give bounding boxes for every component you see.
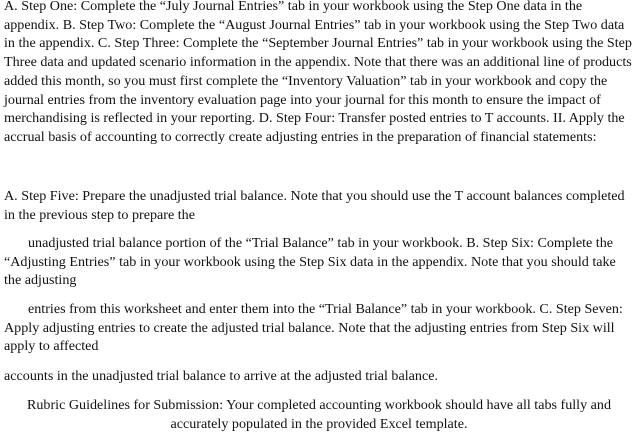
paragraph-step-five: A. Step Five: Prepare the unadjusted trial balance. Note that you should use the T account balances completed in the previous step to prepare the	[4, 188, 625, 223]
paragraph-rubric-guidelines: Rubric Guidelines for Submission: Your completed accounting workbook should have all tabs fully and accurately populated in the provided Excel template.	[26, 397, 612, 432]
paragraph-steps-one-to-four: A. Step One: Complete the “July Journal Entries” tab in your workbook using the Step One data in the appendix. B. Step Two: Complete the “August Journal Entries” tab in your workbook using the Step Two data in the appendix. C. Step Three: Complete the “September Journal Entries” tab in your workbook using the Step Three data and updated scenario information in the appendix. Note that there was an additional line of products added this month, so you must first complete the “Inventory Valuation” tab in your workbook and copy the journal entries from the inventory evaluation page into your journal for this month to ensure the impact of merchandising is reflected in your reporting. D. Step Four: Transfer posted entries to T accounts. II. Apply the accrual basis of accounting to correctly create adjusting entries in the preparation of financial statements:	[4, 0, 632, 145]
paragraph-step-six: unadjusted trial balance portion of the “Trial Balance” tab in your workbook. B. Step Six: Complete the “Adjusting Entries” tab in your workbook using the Step Six data in the appendix. Note that you should take the adjusting	[4, 235, 616, 289]
paragraph-adjusted-balance: accounts in the unadjusted trial balance to arrive at the adjusted trial balance.	[4, 368, 438, 384]
paragraph-step-seven: entries from this worksheet and enter them into the “Trial Balance” tab in your workbook. C. Step Seven: Apply adjusting entries to create the adjusted trial balance. Note that the adjusting entries from Step Six will apply to affected	[4, 301, 623, 355]
